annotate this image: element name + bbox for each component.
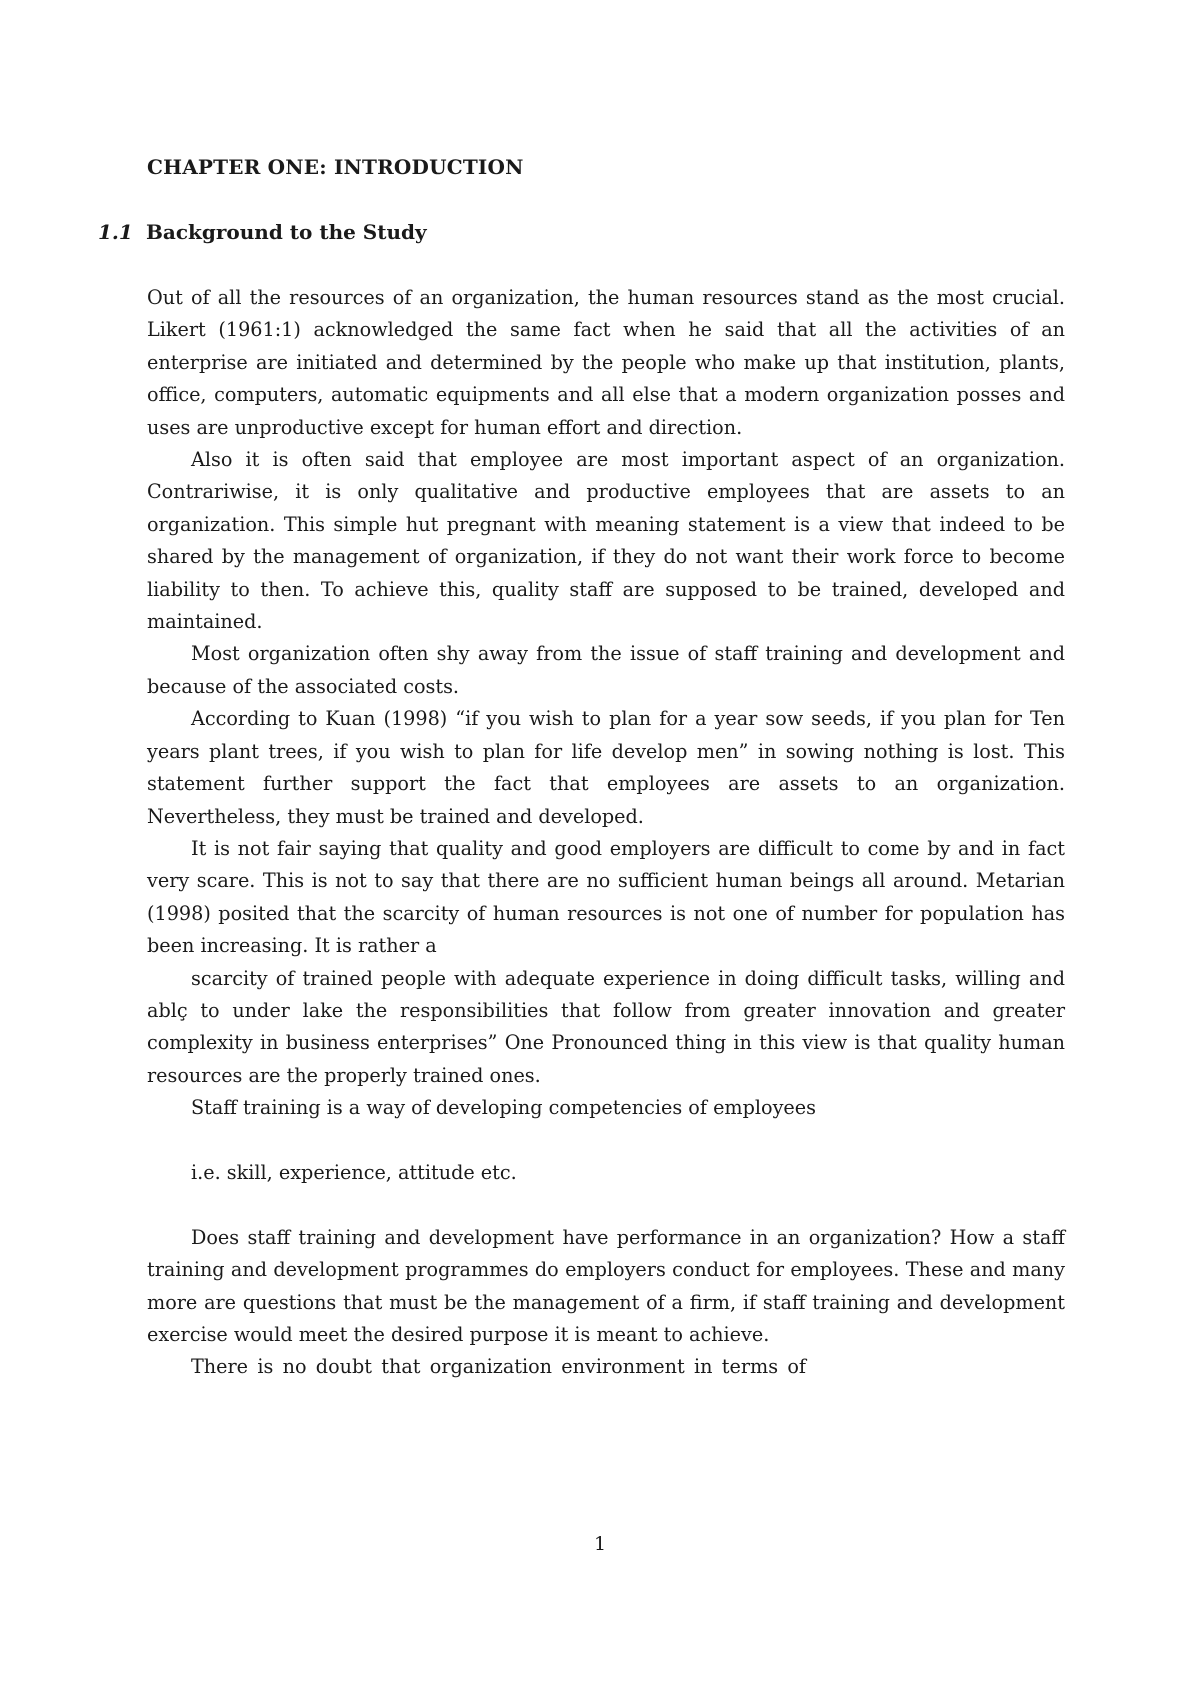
paragraph: It is not fair saying that quality and good employers are difficult to come by and in fact very scare. This is not to say that there are no sufficient human beings all around. Metarian (1998) posited that the scarcity of human resources is not one of number for population has been increasing. It is rather a: [147, 836, 1065, 958]
section-heading: [98, 220, 427, 244]
section-number: 1.1: [98, 220, 133, 244]
paragraph: According to Kuan (1998) “if you wish to plan for a year sow seeds, if you plan for Ten years plant trees, if you wish to plan for life develop men” in sowing nothing is lost. This statement further support the fact that employees are assets to an organization. Nevertheless, they must be trained and developed.: [147, 707, 1065, 828]
paragraph: Does staff training and development have performance in an organization? How a staff training and development programmes do employers conduct for employees. These and many more are questions that must be the management of a firm, if staff training and development exercise would meet the desired purpose it is meant to achieve.: [147, 1225, 1065, 1346]
chapter-title: CHAPTER ONE: INTRODUCTION: [147, 155, 524, 179]
paragraph: i.e. skill, experience, attitude etc.: [191, 1160, 517, 1184]
paragraph: scarcity of trained people with adequate experience in doing difficult tasks, willing and ablç to under lake the responsibilities that follow from greater innovation and greater complexity in business enterprises” One Pronounced thing in this view is that quality human resources are the properly trained ones.: [147, 966, 1065, 1087]
body-text: [147, 282, 1065, 1384]
paragraph: Also it is often said that employee are most important aspect of an organization. Contrariwise, it is only qualitative and productive employees that are assets to an organization. This simple hut pregnant with meaning statement is a view that indeed to be shared by the management of organization, if they do not want their work force to become liability to then. To achieve this, quality staff are supposed to be trained, developed and maintained.: [147, 448, 1065, 634]
page-number: 1: [593, 1533, 607, 1555]
section-title: Background to the Study: [146, 220, 427, 244]
paragraph: Staff training is a way of developing competencies of employees: [191, 1096, 816, 1120]
paragraph: Out of all the resources of an organization, the human resources stand as the most crucial. Likert (1961:1) acknowledged the same fact when he said that all the activities of an enterprise are initiated and determined by the people who make up that institution, plants, office, computers, automatic equipments and all else that a modern organization posses and uses are unproductive except for human effort and direction.: [147, 286, 1065, 439]
paragraph: Most organization often shy away from the issue of staff training and development and because of the associated costs.: [147, 642, 1065, 698]
paragraph: There is no doubt that organization environment in terms of: [191, 1355, 806, 1379]
